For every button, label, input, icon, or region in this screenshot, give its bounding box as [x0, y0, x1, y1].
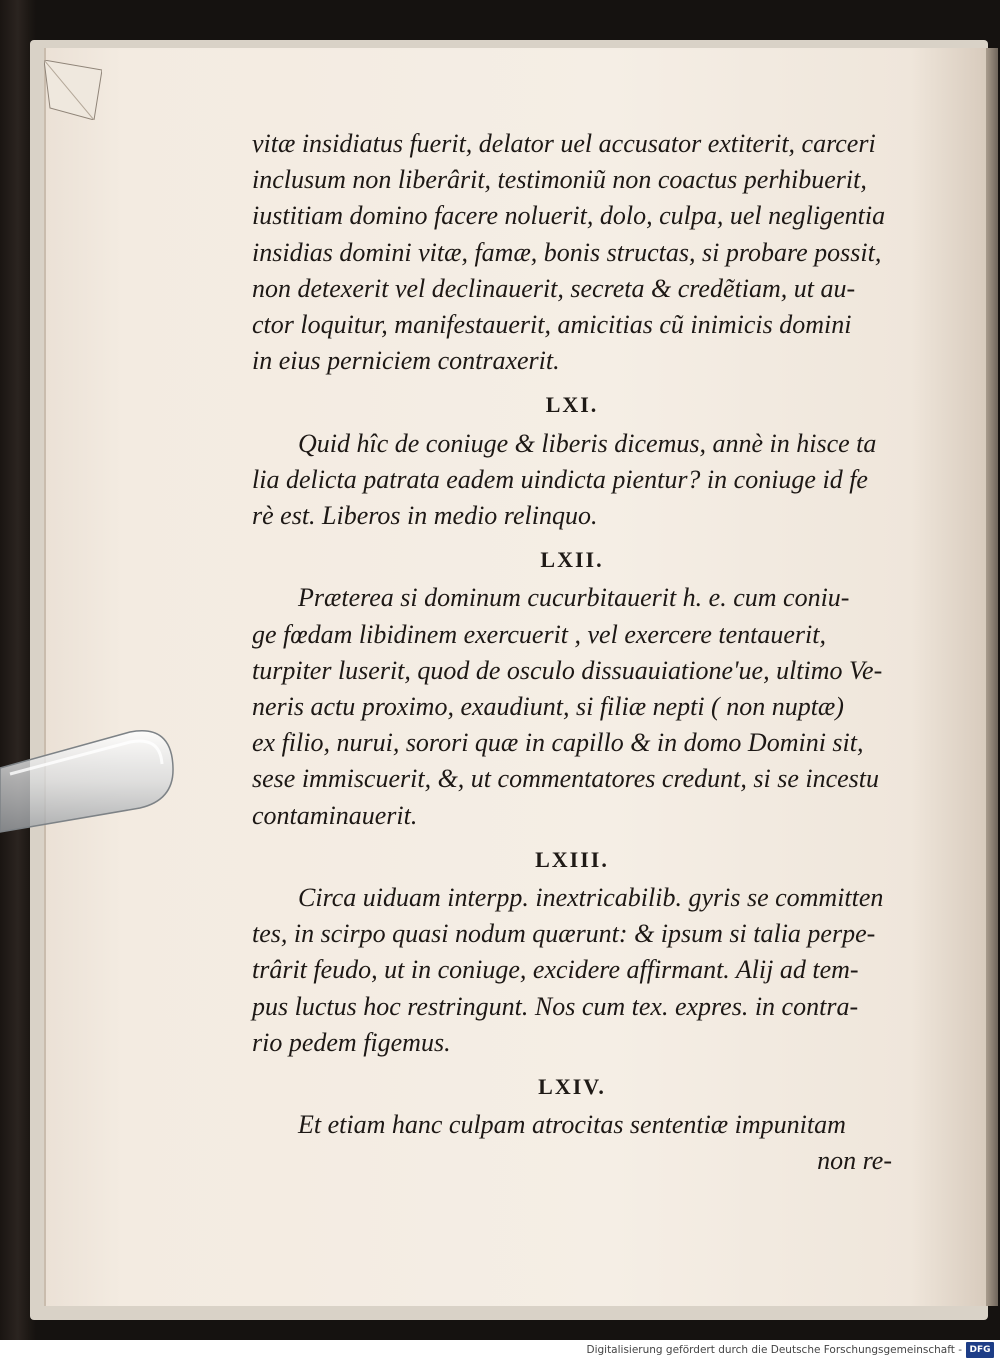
text-line: rio pedem figemus. [252, 1027, 451, 1057]
folded-corner-icon [44, 60, 102, 120]
text-line: insidias domini vitæ, famæ, bonis structas, si probare possit, [252, 237, 882, 267]
text-line: rè est. Liberos in medio relinquo. [252, 501, 598, 531]
text-line: contaminauerit. [252, 800, 418, 830]
section-heading: LXII. [540, 547, 604, 573]
text-line: lia delicta patrata eadem uindicta pientur? in coniuge id fe [252, 464, 868, 494]
text-line: ex filio, nurui, sorori quæ in capillo & in domo Domini sit, [252, 728, 864, 758]
text-line: Quid hîc de coniuge & liberis dicemus, annè in hisce ta [298, 428, 877, 458]
text-line: iustitiam domino facere noluerit, dolo, culpa, uel negligentia [252, 201, 886, 231]
text-line: Et etiam hanc culpam atrocitas sententiæ impunitam [298, 1110, 846, 1140]
text-line: in eius perniciem contraxerit. [252, 346, 560, 376]
text-line: pus luctus hoc restringunt. Nos cum tex. expres. in contra- [252, 991, 859, 1021]
text-line: Circa uiduam interpp. inextricabilib. gyris se committen [298, 883, 884, 913]
section-heading: LXIII. [535, 846, 609, 872]
dfg-logo [966, 1342, 994, 1358]
text-line: turpiter luserit, quod de osculo dissuauiatione'ue, ultimo Ve- [252, 655, 883, 685]
text-line: ctor loquitur, manifestauerit, amicitias cũ inimicis domini [252, 310, 852, 340]
text-line: non detexerit vel declinauerit, secreta & credẽtiam, ut au- [252, 273, 856, 303]
text-line: ge fœdam libidinem exercuerit , vel exercere tentauerit, [252, 619, 826, 649]
section-heading: LXI. [545, 392, 599, 418]
catchword: non re- [817, 1146, 892, 1176]
section-heading: LXIV. [538, 1074, 606, 1100]
funding-credit: Digitalisierung gefördert durch die Deutsche Forschungsgemeinschaft - [586, 1344, 962, 1356]
text-line: neris actu proximo, exaudiunt, si filiæ nepti ( non nuptæ) [252, 692, 844, 722]
text-line: trârit feudo, ut in coniuge, excidere affirmant. Alij ad tem- [252, 955, 859, 985]
page-edge [986, 48, 998, 1306]
text-line: inclusum non liberârit, testimoniũ non coactus perhibuerit, [252, 165, 867, 195]
text-line: sese immiscuerit, &, ut commentatores credunt, si se incestu [252, 764, 880, 794]
text-line: tes, in scirpo quasi nodum quærunt: & ipsum si talia perpe- [252, 919, 876, 949]
page-text [252, 126, 892, 1180]
text-line: vitæ insidiatus fuerit, delator uel accusator extiterit, carceri [252, 129, 876, 158]
text-line: Præterea si dominum cucurbitauerit h. e. cum coniu- [298, 583, 850, 613]
dfg-logo-text: DFG [969, 1345, 991, 1355]
